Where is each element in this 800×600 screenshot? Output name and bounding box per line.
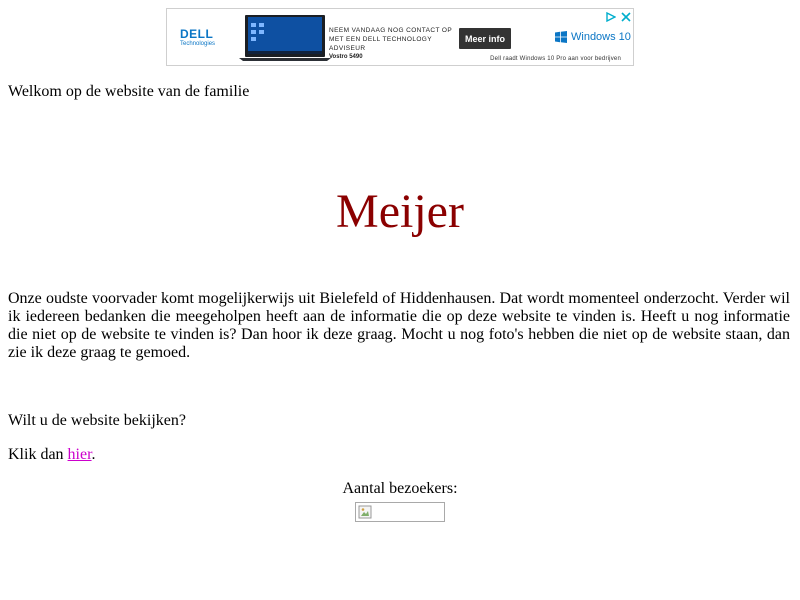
- meer-info-button[interactable]: Meer info: [459, 28, 511, 49]
- broken-image-icon: [358, 505, 372, 519]
- hier-link[interactable]: hier: [67, 446, 92, 463]
- visitor-count-label: Aantal bezoekers:: [342, 480, 458, 497]
- visitor-counter-image: [355, 502, 445, 522]
- view-website-question: Wilt u de website bekijken?: [8, 412, 186, 429]
- family-name-heading: Meijer: [336, 185, 464, 238]
- dell-logo-text: DELL: [180, 27, 214, 41]
- ad-model-name: Vostro 5490: [329, 54, 363, 60]
- click-suffix: .: [91, 446, 96, 463]
- welcome-text: Welkom op de website van de familie: [8, 83, 250, 100]
- click-here-line: [8, 446, 96, 464]
- close-icon[interactable]: [621, 12, 631, 22]
- ad-disclaimer: Dell raadt Windows 10 Pro aan voor bedrijven: [490, 56, 621, 62]
- click-prefix: Klik dan: [8, 446, 68, 463]
- dell-logo[interactable]: [180, 28, 214, 47]
- ad-controls: [606, 10, 631, 24]
- advertisement-banner[interactable]: [166, 8, 634, 66]
- windows-icon: [555, 31, 567, 43]
- intro-paragraph: Onze oudste voorvader komt mogelijkerwijs uit Bielefeld of Hiddenhausen. Dat wordt momenteel onderzocht. Verder wil ik iedereen bedanken die meegeholpen heeft aan de informatie die op deze website te vinden is. Heeft u nog informatie die niet op de website te vinden is? Dan hoor ik deze graag. Mocht u nog foto's hebben die niet op de website staan, dan zie ik deze graag te gemoed.: [8, 290, 790, 361]
- dell-logo-subtext: Technologies: [180, 41, 216, 47]
- windows-label: Windows 10: [571, 31, 631, 43]
- ad-choices-icon[interactable]: [606, 12, 616, 22]
- windows-logo[interactable]: [555, 31, 631, 43]
- ad-headline[interactable]: NEEM VANDAAG NOG CONTACT OP MET EEN DELL TECHNOLOGY ADVISEUR: [329, 27, 453, 52]
